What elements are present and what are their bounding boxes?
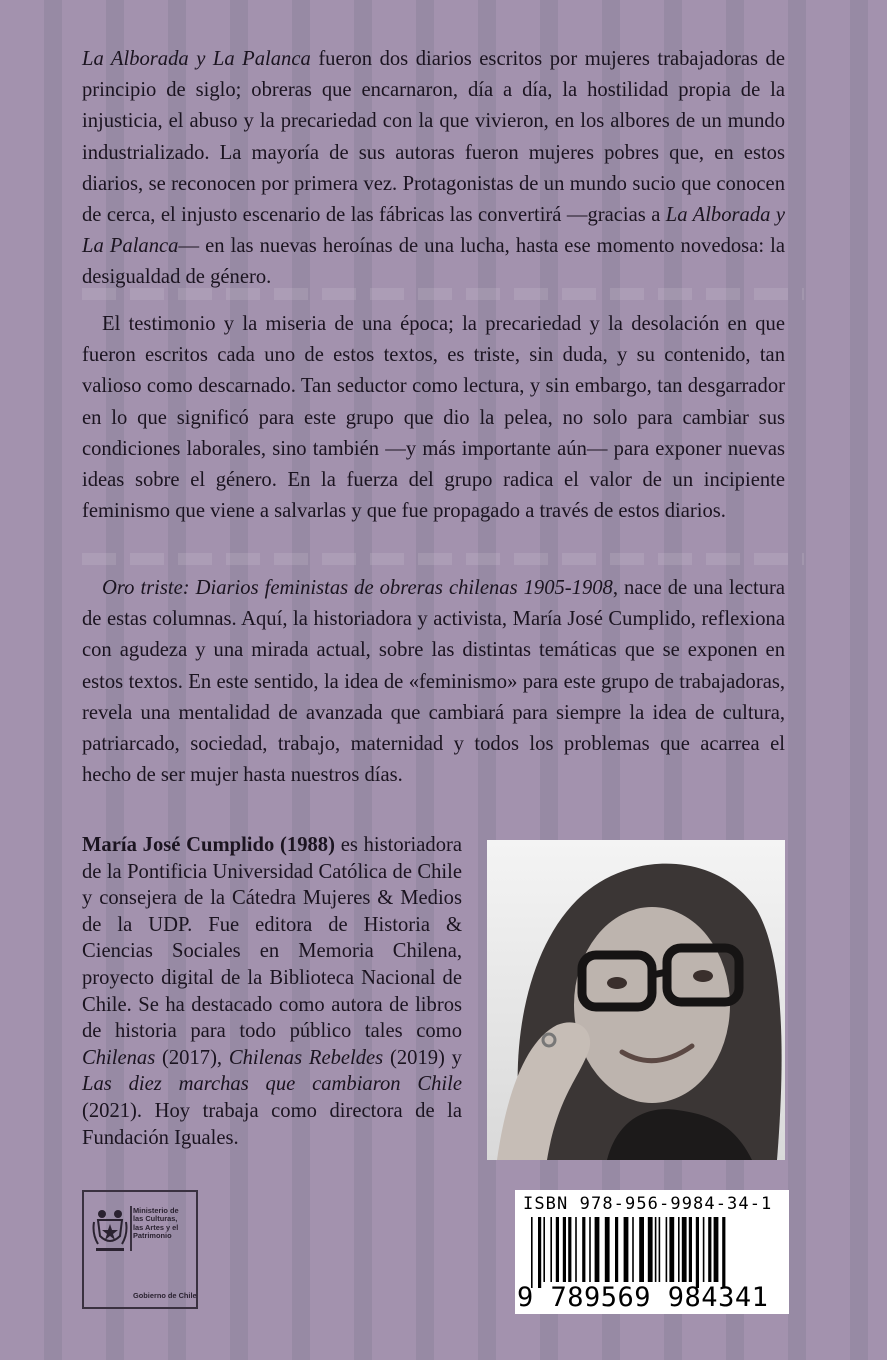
barcode-bar	[615, 1217, 618, 1282]
barcode-bar	[714, 1217, 719, 1282]
barcode-bar	[543, 1217, 545, 1282]
barcode-bar	[568, 1217, 571, 1282]
synopsis-paragraph-3	[82, 573, 785, 791]
isbn-barcode	[515, 1190, 789, 1314]
barcode-bar	[708, 1217, 711, 1282]
logo-footer: Gobierno de Chile	[133, 1291, 197, 1300]
barcode-bar	[563, 1217, 566, 1282]
text-segment: — en las nuevas heroínas de una lucha, hasta ese momento novedosa: la desigualdad de género.	[82, 235, 785, 289]
barcode-bar	[531, 1217, 533, 1288]
barcode-bar	[632, 1217, 634, 1282]
barcode-bar	[666, 1217, 668, 1282]
barcode-bar	[689, 1217, 692, 1282]
barcode-bar	[595, 1217, 600, 1282]
barcode-bar	[722, 1217, 725, 1288]
author-photo	[487, 840, 785, 1160]
synopsis-paragraph-1	[82, 44, 785, 294]
barcode-bar	[655, 1217, 657, 1282]
logo-divider	[130, 1206, 132, 1251]
text-segment: El testimonio y la miseria de una época; la precariedad y la desolación en que fueron escritos cada uno de estos textos, es triste, sin duda, y su contenido, tan valioso como descarnado. Tan seductor como lectura, y sin embargo, tan desgarrador en lo que significó para este grupo que dio la pelea, no solo para cambiar sus condiciones laborales, sino también —y más importante aún— para exponer nuevas ideas sobre el género. En la fuerza del grupo radica el valor de un incipiente feminismo que viene a salvarlas y que fue propagado a través de estos diarios.	[82, 313, 785, 523]
isbn-label: ISBN 978-956-9984-34-1	[523, 1194, 773, 1214]
barcode-bar	[556, 1217, 559, 1282]
barcode-bar	[605, 1217, 610, 1282]
text-segment: , nace de una lectura de estas columnas. Aquí, la historiadora y activista, María José Cumplido, reflexiona con agudeza y una mirada actual, sobre las distintas temáticas que se exponen en estos textos. En este sentido, la idea de «feminismo» para este grupo de trabajadoras, revela una mentalidad de avanzada que cambiará para siempre la idea de cultura, patriarcado, sociedad, trabajo, maternidad y todos los problemas que acarrea el hecho de ser mujer hasta nuestros días.	[82, 577, 785, 787]
italic-title-text: Las diez marchas que cambiaron Chile	[82, 1073, 462, 1096]
ministry-logo	[82, 1190, 198, 1309]
logo-line: las Artes y el	[133, 1222, 179, 1232]
logo-line: Ministerio de	[133, 1206, 179, 1215]
author-portrait-illustration	[487, 840, 785, 1160]
ean-number: 9 789569 984341	[517, 1282, 769, 1313]
italic-title-text: La Alborada y La Palanca	[82, 48, 311, 70]
barcode-bar	[538, 1217, 541, 1288]
logo-line: las Culturas,	[133, 1214, 178, 1224]
barcode-bar	[550, 1217, 552, 1282]
barcode-bar	[624, 1217, 629, 1282]
barcode-bar	[669, 1217, 674, 1282]
italic-title-text: Chilenas	[82, 1046, 156, 1069]
barcode-bar	[678, 1217, 680, 1282]
author-bio	[82, 832, 462, 1151]
barcode-bar	[696, 1217, 699, 1288]
barcode-bar	[703, 1217, 705, 1282]
italic-title-text: Chilenas Rebeldes	[228, 1046, 384, 1069]
logo-line: Patrimonio	[133, 1231, 172, 1241]
author-name: María José Cumplido (1988)	[82, 834, 335, 856]
barcode-bar	[589, 1217, 591, 1282]
separator-band	[82, 553, 804, 565]
synopsis-paragraph-2	[82, 309, 785, 527]
coat-of-arms-icon	[90, 1206, 130, 1254]
text-segment: (2019) y	[383, 1046, 462, 1069]
text-segment: es historiadora de la Pontificia Universidad Católica de Chile y consejera de la Cátedra Mujeres & Medios de la UDP. Fue editora de Historia & Ciencias Sociales en Memoria Chilena, proyecto digital de la Biblioteca Nacional de Chile. Se ha destacado como autora de libros de historia para todo público tales como	[82, 834, 462, 1043]
text-segment: (2021). Hoy trabaja como directora de la Fundación Iguales.	[82, 1099, 462, 1149]
barcode-bar	[575, 1217, 577, 1282]
barcode-bar	[582, 1217, 585, 1282]
text-segment: (2017),	[155, 1046, 229, 1069]
barcode-bar	[682, 1217, 687, 1282]
barcode-bar	[648, 1217, 653, 1282]
barcode-bar	[639, 1217, 644, 1282]
barcode-bar	[659, 1217, 661, 1282]
italic-title-text: Oro triste: Diarios feministas de obreras chilenas 1905-1908	[102, 577, 613, 599]
italic-title-text: La Alborada y La Palanca	[82, 204, 785, 258]
text-segment: fueron dos diarios escritos por mujeres trabajadoras de principio de siglo; obreras que encarnaron, día a día, la hostilidad propia de la injusticia, el abuso y la precariedad con la que vivieron, en los albores de un mundo industrializado. La mayoría de sus autoras fueron mujeres pobres que, en estos diarios, se reconocen por primera vez. Protagonistas de un mundo sucio que conocen de cerca, el injusto escenario de las fábricas las convertirá —gracias a	[82, 48, 785, 227]
